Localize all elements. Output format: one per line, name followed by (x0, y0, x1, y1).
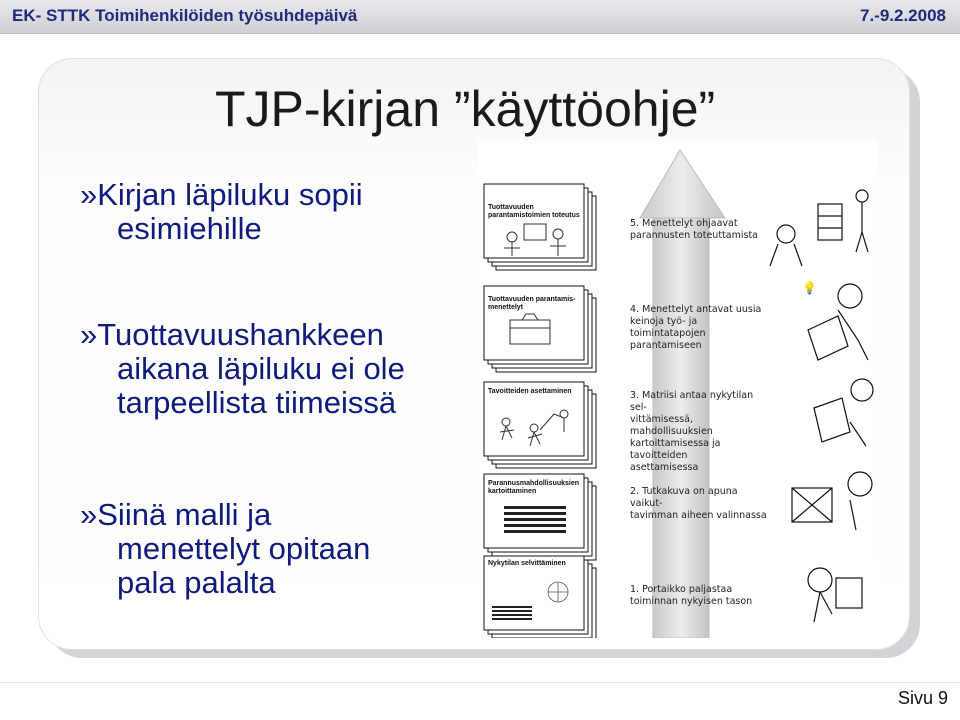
bullet-marker: » (80, 497, 98, 532)
step-2-label (630, 486, 770, 522)
step-5-line-1: 5. Menettelyt ohjaavat (630, 218, 738, 229)
bullet-3-line-2: menettelyt opitaan (117, 531, 371, 566)
footer-divider (0, 682, 960, 683)
bullet-1-line-2: esimiehille (117, 211, 262, 246)
stack-2-title: Tuottavuuden parantamis-menettelyt (488, 296, 576, 311)
step-5-label (630, 218, 770, 242)
process-figure (478, 140, 878, 638)
bullet-marker: » (80, 317, 98, 352)
step-3-line-3: kartoittamisessa ja tavoitteiden (630, 438, 721, 461)
stack-4-title: Parannusmahdollisuuksien kartoittaminen (488, 480, 580, 495)
person-book-illustration-icon (814, 379, 873, 446)
bullet-3-line-3: pala palalta (117, 565, 276, 600)
bullet-2 (80, 318, 405, 420)
step-5-line-2: parannusten toteuttamista (630, 230, 758, 241)
bullet-2-line-2: aikana läpiluku ei ole (117, 351, 405, 386)
stack-1-title: Tuottavuuden parantamistoimien toteutus (488, 204, 580, 219)
slide-title: TJP-kirjan ”käyttöohje” (215, 81, 716, 137)
step-3-label (630, 390, 770, 474)
person-radar-illustration-icon (792, 472, 872, 530)
page-number: Sivu 9 (897, 688, 948, 708)
step-3-line-2: vittämisessä, mahdollisuuksien (630, 414, 713, 437)
person-reading-illustration-icon (802, 281, 868, 360)
stack-5-icon (484, 556, 596, 638)
bullet-3-line-1: Siinä malli ja (97, 497, 272, 532)
step-1-line-2: toiminnan nykyisen tason (630, 596, 753, 607)
step-4-line-1: 4. Menettelyt antavat uusia (630, 304, 762, 315)
bullet-2-line-1: Tuottavuushankkeen (97, 317, 384, 352)
header-event-title: EK- STTK Toimihenkilöiden työsuhdepäivä (12, 6, 358, 25)
header-date: 7.-9.2.2008 (859, 6, 946, 25)
bullet-2-line-3: tarpeellista tiimeissä (117, 385, 397, 420)
step-3-line-4: asettamisessa (630, 462, 699, 473)
svg-text:💡: 💡 (802, 281, 817, 295)
person-stairs-illustration-icon (808, 568, 862, 622)
stack-1-icon (484, 184, 596, 270)
step-4-line-3: parantamiseen (630, 340, 702, 351)
bullet-3 (80, 498, 370, 600)
step-1-line-1: 1. Portaikko paljastaa (630, 584, 733, 595)
step-2-line-2: tavimman aiheen valinnassa (630, 510, 767, 521)
stack-3-title: Tavoitteiden asettaminen (488, 388, 572, 395)
person-cabinet-illustration-icon (770, 190, 868, 266)
step-4-line-2: keinoja työ- ja toimintatapojen (630, 316, 706, 339)
step-3-line-1: 3. Matriisi antaa nykytilan sel- (630, 390, 754, 413)
bullet-1-line-1: Kirjan läpiluku sopii (97, 177, 363, 212)
step-2-line-1: 2. Tutkakuva on apuna vaikut- (630, 486, 738, 509)
bullet-1 (80, 178, 363, 246)
step-1-label (630, 584, 770, 608)
step-4-label (630, 304, 770, 352)
stack-5-title: Nykytilan selvittäminen (488, 560, 566, 567)
bullet-marker: » (80, 177, 98, 212)
header-bar (0, 0, 960, 34)
